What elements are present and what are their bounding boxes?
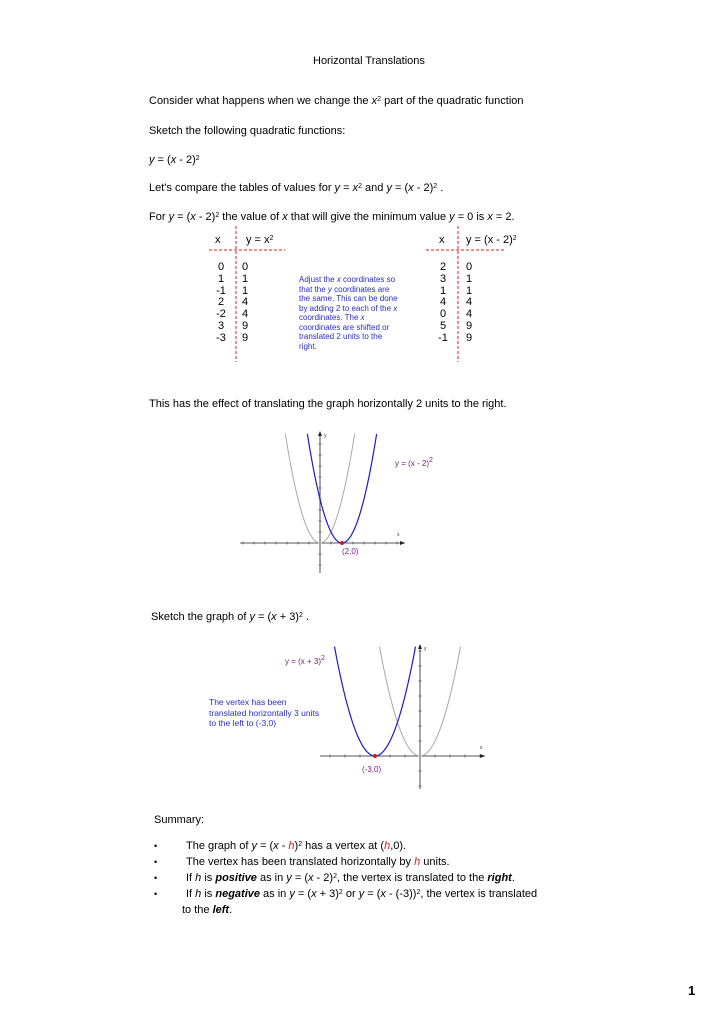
table-cell: 1 — [217, 272, 225, 285]
table-right-x-column — [434, 262, 452, 345]
effect-line: This has the effect of translating the graph horizontally 2 units to the right. — [149, 398, 507, 410]
table-cell: 9 — [242, 319, 249, 332]
table-cell: 3 — [439, 272, 447, 285]
table-right-header-y: y = (x - 2)$^2$ — [466, 234, 517, 246]
graph-2-parabola-shifted — [335, 647, 416, 756]
bullet-3: • — [154, 873, 158, 883]
table-cell: 3 — [217, 319, 225, 332]
graph-2-x-label: x — [480, 745, 483, 751]
table-cell: 4 — [242, 296, 249, 309]
table-cell: 0 — [242, 261, 249, 273]
table-cell: 9 — [466, 319, 473, 332]
summary-item-1: The graph of y = (x - h)$^2$ has a vertex at (h,0). — [186, 840, 407, 852]
compare-line: Let's compare the tables of values for $y = x^2$ and y = (x - 2)$^2$ . — [149, 182, 444, 194]
table-cell: 0 — [217, 261, 225, 273]
table-cell: 1 — [466, 284, 473, 297]
table-cell: -3 — [216, 331, 226, 344]
table-right-y-column — [466, 262, 480, 345]
table-cell: 4 — [439, 296, 447, 309]
table-left-header-y: $y = x^2$ — [246, 234, 274, 246]
equation-1: y = (x - 2)$^2$ — [149, 154, 200, 166]
graph-1-vertex-dot — [340, 541, 344, 545]
table-cell: 1 — [466, 272, 473, 285]
table-cell: 2 — [439, 261, 447, 273]
summary-item-2: The vertex has been translated horizontally by h units. — [186, 856, 450, 868]
summary-item-4: If h is negative as in $y = (x + 3)^2$ or y = (x - (-3))$^2$, the vertex is translated — [186, 888, 538, 900]
table-left-header-x: x — [215, 234, 221, 246]
graph-1-parabola-shifted — [307, 434, 376, 543]
graph-2-vertex-label: (-3,0) — [362, 765, 382, 774]
minimum-line: For y = (x - 2)$^2$ the value of x that will give the minimum value y = 0 is x = 2. — [149, 211, 515, 223]
bullet-4: • — [154, 889, 158, 899]
table-cell: 9 — [466, 331, 473, 344]
graph-2-function-label: $y = (x + 3)^2$ — [285, 655, 325, 666]
table-left-y-column — [242, 262, 256, 345]
table-cell: -1 — [216, 284, 226, 297]
page-number: 1 — [688, 983, 696, 998]
page-title: Horizontal Translations — [313, 55, 425, 67]
table-cell: 4 — [242, 308, 249, 321]
graph-2-note: The vertex has been translated horizontally 3 units to the left to (-3,0) — [209, 697, 320, 728]
table-cell: 4 — [466, 296, 473, 309]
graph-2-y-label: y — [424, 646, 427, 652]
table-cell: 1 — [242, 284, 249, 297]
graph-2 — [320, 641, 490, 791]
intro-line-2: Sketch the following quadratic functions: — [149, 125, 346, 137]
sketch-2-line: Sketch the graph of $y = (x + 3)^2$ . — [151, 611, 310, 623]
bullet-2: • — [154, 857, 158, 867]
table-cell: 5 — [439, 319, 447, 332]
summary-heading: Summary: — [154, 814, 205, 826]
graph-1-x-label: x — [397, 532, 400, 538]
table-cell: -1 — [438, 331, 448, 344]
table-right-header-x: x — [439, 234, 445, 246]
table-cell: 2 — [217, 296, 225, 309]
table-note: Adjust the x coordinates so that the y coordinates are the same. This can be done by adding 2 to each of the x coordinates. The x coordinates are shifted or translated 2 units to the right. — [299, 275, 398, 351]
table-cell: 4 — [466, 308, 473, 321]
table-cell: 0 — [466, 261, 473, 273]
table-cell: 1 — [439, 284, 447, 297]
intro-line-1: Consider what happens when we change the $x^2$ part of the quadratic function — [149, 95, 524, 107]
table-left-x-column — [212, 262, 230, 345]
summary-item-4-cont: to the left. — [182, 904, 233, 916]
graph-1-vertex-label: (2,0) — [342, 547, 359, 556]
table-cell: -2 — [216, 308, 226, 321]
bullet-1: • — [154, 841, 158, 851]
table-cell: 0 — [439, 308, 447, 321]
graph-2-vertex-dot — [373, 754, 377, 758]
graph-1-y-label: y — [324, 433, 327, 439]
table-cell: 9 — [242, 331, 249, 344]
table-cell: 1 — [242, 272, 249, 285]
graph-1-function-label: y = (x - 2)$^2$ — [395, 457, 433, 468]
summary-item-3: If h is positive as in y = (x - 2)$^2$, the vertex is translated to the right. — [186, 872, 515, 884]
